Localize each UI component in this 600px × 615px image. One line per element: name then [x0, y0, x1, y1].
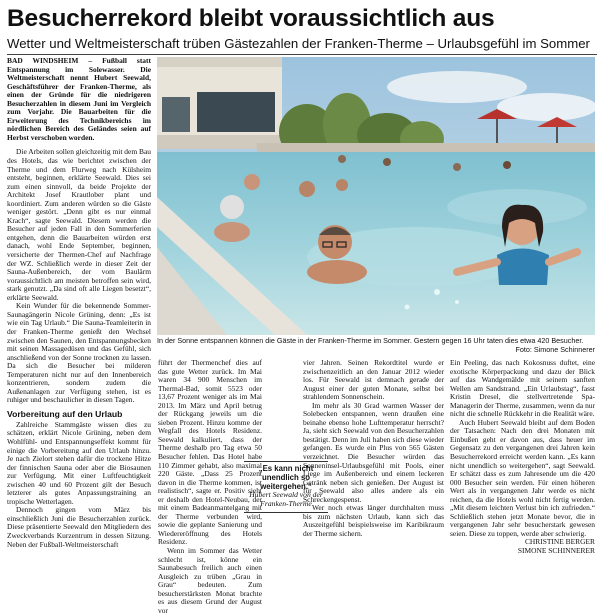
pull-quote-text: „Es kann nicht unendlich so weitergehen.“ — [258, 464, 314, 491]
caption-text: In der Sonne entspannen können die Gäste in der Franken-Therme im Sommer. Gestern gegen 16 Uhr taten dies etwa 420 Besucher. — [157, 336, 584, 345]
column-3 — [303, 359, 444, 538]
column-4 — [450, 359, 595, 556]
body-paragraph: Dennoch gingen vom März bis einschließlich Juni die Besucherzahlen zurück. Diese präsentierte Seewald den Mitgliedern des Zweckverbands Kurzentrum in dessen Sitzung. Neben der Fußball-Weltmeisterschaft — [7, 505, 151, 549]
body-paragraph: Wer noch etwas länger durchhalten muss bis zum nächsten Urlaub, kann sich das Auszeitgefühl beispielsweise im Karibikraum der Therme sichern. — [303, 503, 444, 538]
body-paragraph: Wenn im Sommer das Wetter schlecht ist, könne ein Saunabesuch freilich auch einen Ausgleich zu trüben „Grau in Grau“ bedeuten. Zum besucherstärksten Monat brachte es aus diesem Grund der August vor — [158, 546, 262, 615]
intro-text: – Fußball statt Entspannung im Solewasser. Die Weltmeisterschaft nennt Hubert Seewald, Geschäftsführer der Franken-Therme, als einen der Gründe für die niedrigeren Besucherzahlen in diesem Juni im Vergleich zum Vorjahr. Die Bauarbeiten für die Erweiterung des Technikbereichs im nördlichen Bereich des Geländes seien auf Herbst verschoben worden. — [7, 56, 151, 142]
headline: Besucherrekord bleibt voraussichtlich aus — [7, 5, 495, 32]
body-paragraph: Die Arbeiten sollen gleichzeitig mit dem Bau des Hotels, das wie berichtet zwischen der Therme und dem Flurweg nach Külsheim entsteht, beginnen, erklärte Seewald. Dies sei zum einen sinnvoll, da beide Projekte der Architekt Josef Krautlober plant und koordiniert. Zum anderen würden so die Gäste weniger gestört. „Denn gibt es nur einmal Krach“, sagte Seewald. Diesem werden die Besucher auf jeden Fall in den Sommerferien entgehen, denn die Bauarbeiten würden erst danach, wohl Ende September, beginnen, versicherte der Thermen-Chef auf Nachfrage der WZ. Schließlich werde in dieser Zeit der Sauna-Außenbereich, der vom Baulärm voraussichtlich am meisten betroffen sein wird, stark genutzt. „Da sind oft alle Liegen besetzt“, erklärte Seewald. — [7, 147, 151, 302]
photo-caption — [157, 337, 595, 354]
body-paragraph: Kein Wunder für die bekennende Sommer-Saunagängerin Nicole Grüning, denn: „Es ist wie ein Tag Urlaub.“ Die Sauna-Teamleiterin in der Franken-Therme genießt den Wechsel zwischen den Saunen, den Entspannungsbecken mit seinen Massagedüsen und das Gefühl, sich anschließend von der Sonne trocknen zu lassen. Da sich die Besucher bei milderen Temperaturen nicht nur auf den Innenbereich konzentrieren, sondern zudem die Außenanlagen zur Verfügung stehen, ist es ruhiger und beschaulicher in diesen Tagen. — [7, 301, 151, 405]
subhead: Vorbereitung auf den Urlaub — [7, 408, 123, 419]
photo-credit: Foto: Simone Schinnerer — [515, 344, 595, 354]
pull-quote-attribution: Hubert Seewald von der Franken-Therme — [249, 490, 323, 508]
body-paragraph: Im mehr als 30 Grad warmen Wasser der Solebecken entspannen, wenn draußen eine beinahe ebenso hohe Lufttemperatur herrscht? Ja, sieht sich Seewald von den Besucherzahlen bestätigt. Denn im Juli haben sich diese wieder gefangen. Es wurde ein Plus von 565 Gästen verzeichnet. Die Besucher würden das Sonneninsel-Urlaubsgefühl mit Pools, einer Liege im Außenbereich und einem leckeren Getränk neben sich genießen. Der August ist für Seewald also alles andere als ein Schreckengespenst. — [303, 400, 444, 504]
intro-paragraph — [7, 57, 151, 142]
body-paragraph: Auch Hubert Seewald bleibt auf dem Boden der Tatsachen: Nach den drei Monaten mit Einbußen geht er davon aus, dass heuer im Gegensatz zu den vergangenen drei Jahren kein Besucherrekord erreicht werden kann. „Es kann nicht unendlich so weitergehen“, sagt Seewald. Er schätzt dass es zum Jahresende um die 420 000 Besucher sein werden. Für einen höheren Wert als in vergangenen Jahr werde es nicht reichen, da die Hotels wohl nicht fertig werden. „Mit diesem leichten Verlust bin ich zufrieden.“ Schließlich stehen jetzt Monate bevor, die in vergangenen Jahr sehr besucherstark gewesen seien. Diese zu toppen, werde aber schwierig. — [450, 417, 595, 538]
body-paragraph: vier Jahren. Seinen Rekordtitel wurde er zwischenzeitlich an den Januar 2012 wieder los. Für Seewald ist demnach gerade der August einer der guten Monate, selbst bei strahlendem Sonnenschein. — [303, 358, 444, 402]
column-1 — [7, 57, 151, 549]
pool-photo — [157, 57, 595, 335]
body-paragraph: Ein Peeling, das nach Kokosnuss duftet, eine exotische Körperpackung und dazu der Blick auf das Wandgemälde mit seinem sanften Wellen am Sandstrand. „Ein Urlaubstag“, fasst Kristin Dresel, die stellvertretende Spa-Managerin der Therme, zusammen, wenn da nur nicht die schnelle Rückkehr in die Realität wäre. — [450, 358, 595, 419]
header-rule — [7, 54, 597, 55]
subheadline: Wetter und Weltmeisterschaft trüben Gästezahlen der Franken-Therme – Urlaubsgefühl im Sommer — [7, 36, 590, 51]
body-paragraph: Zahlreiche Stammgäste wissen dies zu schätzen, erklärt Nicole Grüning, neben dem Wohlfühl- und Entspannungseffekt kommt für einige die Vorbereitung auf den Urlaub hinzu. Je nach Zielort stehen dafür die trockene Hitze der finnischen Sauna oder aber die Biosaunen zur Verfügung. Mit einer Luftfeuchtigkeit zwischen 40 und 60 Prozent gilt der Besuch letzterer als gutes Anpassungstraining an tropische Wetterlagen. — [7, 419, 151, 506]
author-line: CHRISTINE BERGER — [524, 537, 595, 547]
author-line: SIMONE SCHINNERER — [517, 546, 595, 556]
body-paragraph: führt der Thermenchef dies auf das gute Wetter zurück. Im Mai waren 34 900 Menschen im Thermal-Bad, somit 5523 oder 13,67 Prozent weniger als im Mai 2013. Im März und April betrug der Rückgang jeweils um die sieben Prozent. Hinzu komme der Wegfall des Hotels Residenz. Seewald kalkuliert, dass der Therme deshalb pro Tag etwa 50 Besucher fehlen. Das Hotel habe 110 Zimmer gehabt, also maximal 220 Gäste. „Dass 25 Prozent davon in die Therme kommen, ist realistisch“, sagte er. Positiv sieht er deshalb den Hotel-Neubau, der mit einem Badeanmantelgang mit der Therme verbunden wird, sowie die geplante Sanierung und Wiedereröffnung des Hotels Residenz. — [158, 358, 262, 547]
dateline: BAD WINDSHEIM — [7, 56, 79, 65]
